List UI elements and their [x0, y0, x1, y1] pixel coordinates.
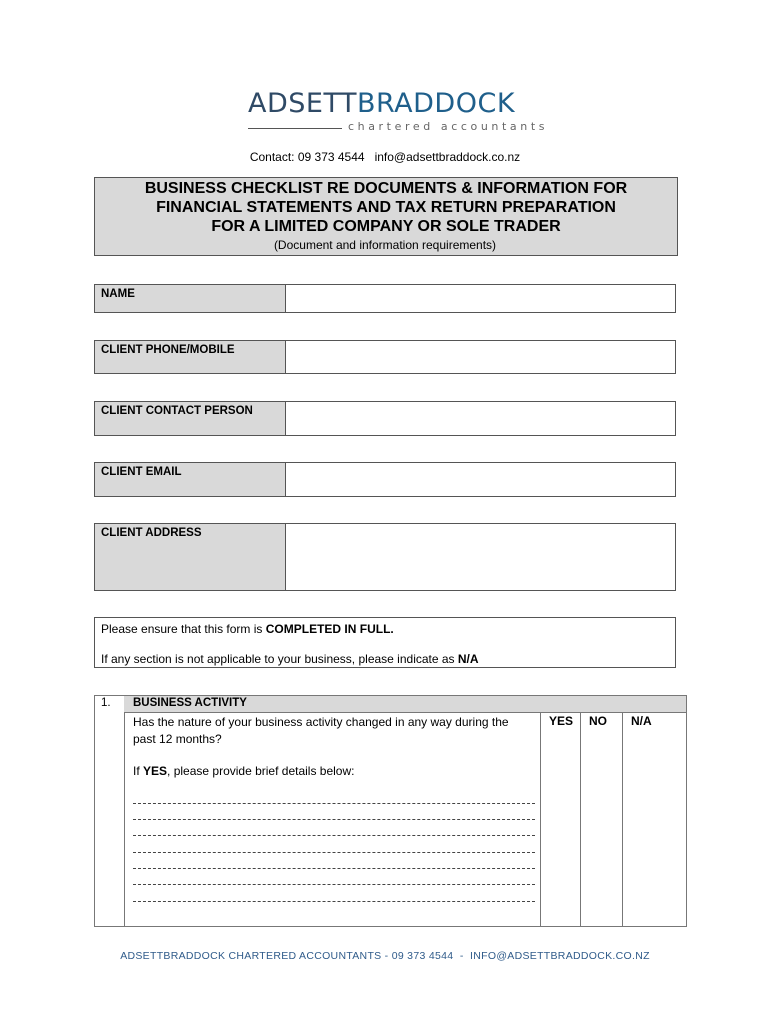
phone-label: CLIENT PHONE/MOBILE [95, 341, 286, 373]
if-yes-prefix: If [133, 764, 144, 778]
page-footer: ADSETTBRADDOCK CHARTERED ACCOUNTANTS - 09 373 4544 - INFO@ADSETTBRADDOCK.CO.NZ [120, 950, 650, 962]
contact-person-input[interactable] [286, 402, 675, 435]
title-line-2: FINANCIAL STATEMENTS AND TAX RETURN PREPARATION [156, 199, 616, 216]
notice-line-2-emphasis: N/A [457, 652, 479, 666]
if-yes-instruction [133, 764, 354, 778]
title-line-3: FOR A LIMITED COMPANY OR SOLE TRADER [211, 218, 561, 235]
details-line[interactable] [133, 884, 535, 885]
na-option[interactable]: N/A [631, 714, 652, 728]
name-field-row [94, 284, 676, 313]
details-line[interactable] [133, 868, 535, 869]
if-yes-suffix: , please provide brief details below: [167, 764, 355, 778]
column-divider [540, 713, 541, 926]
notice-line-1-text: Please ensure that this form is [101, 622, 266, 636]
yes-option[interactable]: YES [549, 714, 574, 728]
email-label: CLIENT EMAIL [95, 463, 286, 496]
contact-person-field-row [94, 401, 676, 436]
logo-brand-part2: BRADDOCK [356, 88, 516, 119]
name-input[interactable] [286, 285, 675, 312]
notice-line-1 [101, 622, 394, 636]
column-divider [580, 713, 581, 926]
address-input[interactable] [286, 524, 675, 590]
contact-line: Contact: 09 373 4544 info@adsettbraddock.co.nz [249, 150, 521, 164]
phone-field-row [94, 340, 676, 374]
notice-line-2-text: If any section is not applicable to your business, please indicate as [101, 652, 458, 666]
completion-notice [94, 617, 676, 668]
phone-input[interactable] [286, 341, 675, 373]
subtitle: (Document and information requirements) [273, 238, 497, 252]
email-field-row [94, 462, 676, 497]
contact-person-label: CLIENT CONTACT PERSON [95, 402, 286, 435]
column-divider [622, 713, 623, 926]
section-business-activity [94, 695, 687, 927]
notice-line-2 [101, 652, 479, 666]
company-logo [248, 88, 549, 136]
logo-brand-part1: ADSETT [248, 88, 357, 119]
name-label: NAME [95, 285, 286, 312]
section-number: 1. [101, 697, 111, 709]
title-line-1: BUSINESS CHECKLIST RE DOCUMENTS & INFORMATION FOR [144, 180, 628, 197]
logo-wordmark [248, 88, 515, 119]
details-line[interactable] [133, 901, 535, 902]
address-field-row [94, 523, 676, 591]
logo-tagline: chartered accountants [348, 120, 549, 133]
details-line[interactable] [133, 803, 535, 804]
section-heading: BUSINESS ACTIVITY [124, 696, 686, 713]
notice-line-1-emphasis: COMPLETED IN FULL. [265, 622, 394, 636]
no-option[interactable]: NO [589, 714, 607, 728]
section-question: Has the nature of your business activity changed in any way during the past 12 months? [133, 715, 509, 746]
section-number-cell [95, 696, 125, 926]
address-label: CLIENT ADDRESS [95, 524, 286, 590]
email-input[interactable] [286, 463, 675, 496]
details-line[interactable] [133, 852, 535, 853]
details-line[interactable] [133, 835, 535, 836]
logo-rule [248, 128, 342, 129]
details-line[interactable] [133, 819, 535, 820]
if-yes-emphasis: YES [143, 764, 168, 778]
